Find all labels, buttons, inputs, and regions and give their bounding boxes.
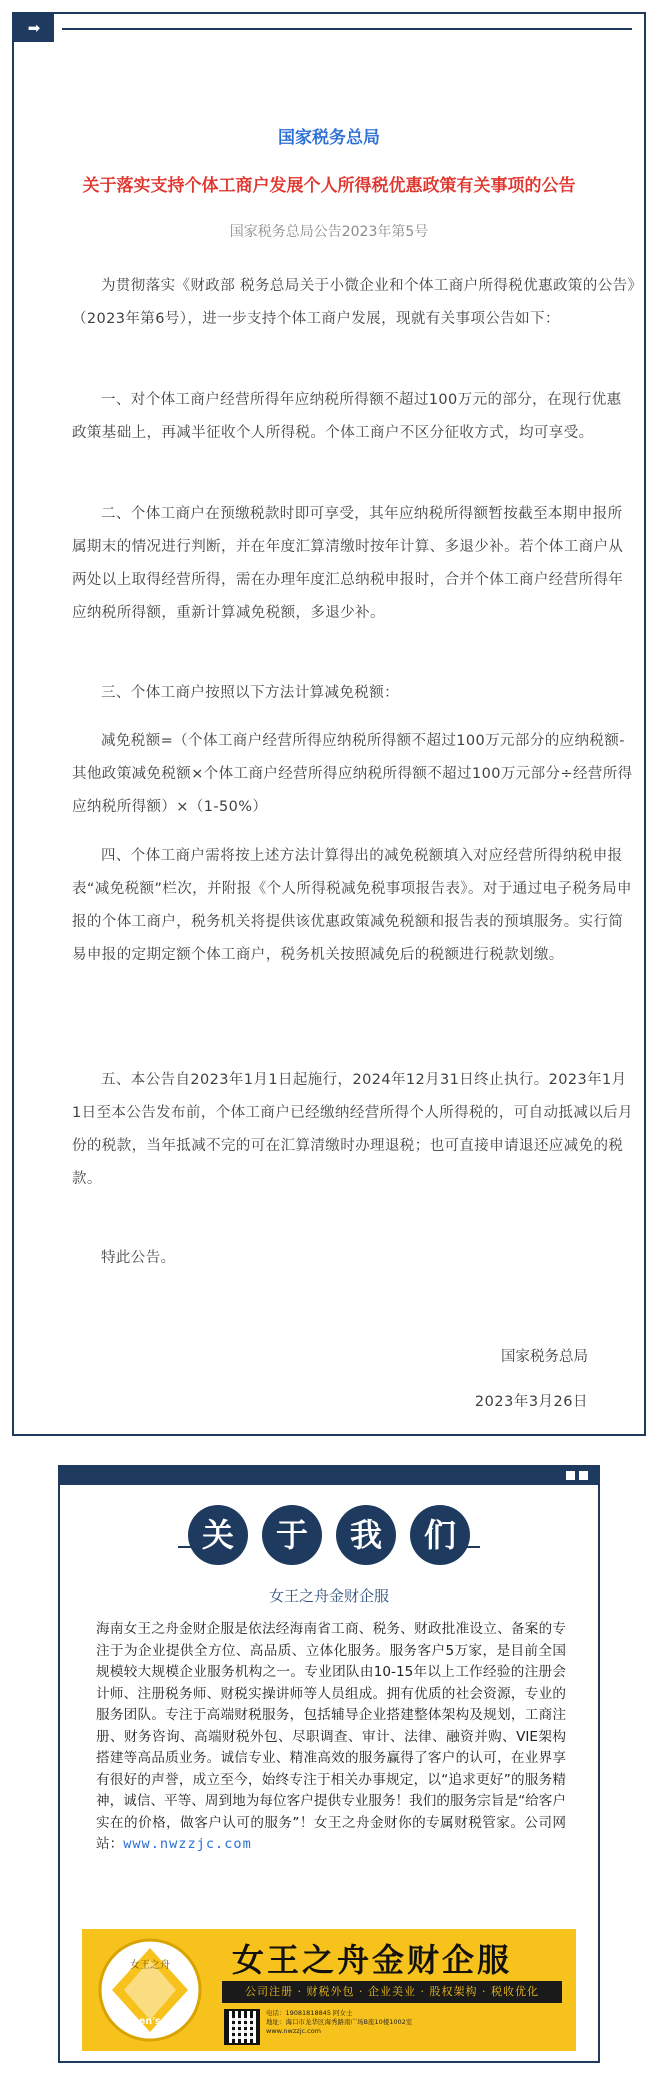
paragraph-4: 四、个体工商户需将按上述方法计算得出的减免税额填入对应经营所得纳税申报表“减免税额”栏次，并附报《个人所得税减免税事项报告表》。对于通过电子税务局申报的个体工商户，税务机关将提供该优惠政策减免税额和报告表的预填服务。实行简易申报的定期定额个体工商户，税务机关按照减免后的税额进行税款划缴。 (72, 848, 632, 963)
company-subtitle: 女王之舟金财企服 (268, 1587, 389, 1605)
contact-phone: 电话：19081818845 阿女士 (266, 2009, 353, 2017)
queens-ark-logo-icon (98, 1938, 202, 2042)
signature-org: 国家税务总局 (501, 1349, 588, 1365)
about-top-bar (60, 1467, 598, 1485)
announcement-title: 关于落实支持个体工商户发展个人所得税优惠政策有关事项的公告 (82, 176, 576, 196)
paragraph-closing: 特此公告。 (101, 1250, 176, 1266)
paragraph-5: 五、本公告自2023年1月1日起施行，2024年12月31日终止执行。2023年1月1日至本公告发布前，个体工商户已经缴纳经营所得个人所得税的，可自动抵减以后月份的税款，当年抵减不完的可在汇算清缴时办理退税；也可直接申请退还应减免的税款。 (72, 1072, 633, 1187)
logo-text-bottom: Queen's Ark (117, 2016, 183, 2027)
decor-squares-icon (566, 1471, 588, 1481)
paragraph-1: 一、对个体工商户经营所得年应纳税所得额不超过100万元的部分，在现行优惠政策基础上，再减半征收个人所得税。个体工商户不区分征收方式，均可享受。 (72, 392, 622, 441)
paragraph-3: 三、个体工商户按照以下方法计算减免税额： (101, 685, 399, 701)
contact-address: 地址：海口市龙华区海秀路南广场B座10楼1002室 (266, 2018, 413, 2026)
logo-text-top: 女王之舟 (130, 1960, 170, 1971)
arrow-icon: ➡ (14, 14, 54, 42)
document-number: 国家税务总局公告2023年第5号 (229, 224, 429, 240)
heading-char: 我 (336, 1505, 396, 1565)
paragraph-intro: 为贯彻落实《财政部 税务总局关于小微企业和个体工商户所得税优惠政策的公告》（2023年第6号），进一步支持个体工商户发展，现就有关事项公告如下： (72, 278, 636, 327)
heading-char: 关 (188, 1505, 248, 1565)
paragraph-2: 二、个体工商户在预缴税款时即可享受，其年应纳税所得额暂按截至本期申报所属期末的情况进行判断，并在年度汇算清缴时按年计算、多退少补。若个体工商户从两处以上取得经营所得，需在办理年度汇总纳税申报时，合并个体工商户经营所得年应纳税所得额，重新计算减免税额，多退少补。 (72, 506, 624, 621)
heading-char: 于 (262, 1505, 322, 1565)
paragraph-formula: 减免税额=（个体工商户经营所得应纳税所得额不超过100万元部分的应纳税额-其他政策减免税额×个体工商户经营所得应纳税所得额不超过100万元部分÷经营所得应纳税所得额）×（1-50%） (72, 733, 633, 815)
company-description (96, 1619, 566, 1856)
heading-char: 们 (410, 1505, 470, 1565)
description-body: 海南女王之舟金财企服是依法经海南省工商、税务、财政批准设立、备案的专注于为企业提供全方位、高品质、立体化服务。服务客户5万家，是目前全国规模较大规模企业服务机构之一。专业团队由10-15年以上工作经验的注册会计师、注册税务师、财税实操讲师等人员组成。拥有优质的社会资源，专业的服务团队。专注于高端财税服务，包括辅导企业搭建整体架构及规划，工商注册、财务咨询、高端财税外包、尽职调查、审计、法律、融资并购、VIE架构搭建等高品质业务。诚信专业、精准高效的服务赢得了客户的认可，在业界享有很好的声誉，成立至今，始终专注于相关办事规定，以“追求更好”的服务精神，诚信、平等、周到地为每位客户提供专业服务！我们的服务宗旨是“给客户实在的价格，做客户认可的服务”！女王之舟金财你的专属财税管家。公司网站： (96, 1621, 566, 1852)
about-us-card (58, 1465, 600, 2063)
website-link[interactable]: www.nwzzjc.com (123, 1836, 252, 1852)
header-divider (62, 28, 632, 30)
brand-tagline: 公司注册 · 财税外包 · 企业美业 · 股权架构 · 税收优化 (222, 1981, 562, 2003)
about-heading (60, 1505, 598, 1565)
brand-name: 女王之舟金财企服 (232, 1941, 513, 1979)
signature-date: 2023年3月26日 (474, 1394, 588, 1410)
contact-info (266, 2009, 412, 2036)
card-header (14, 14, 644, 44)
announcement-card (12, 12, 646, 1436)
qr-code-icon (224, 2009, 260, 2045)
brand-banner (82, 1929, 576, 2051)
contact-site[interactable]: www.nwzzjc.com (266, 2027, 322, 2035)
issuing-org-title: 国家税务总局 (278, 128, 380, 148)
